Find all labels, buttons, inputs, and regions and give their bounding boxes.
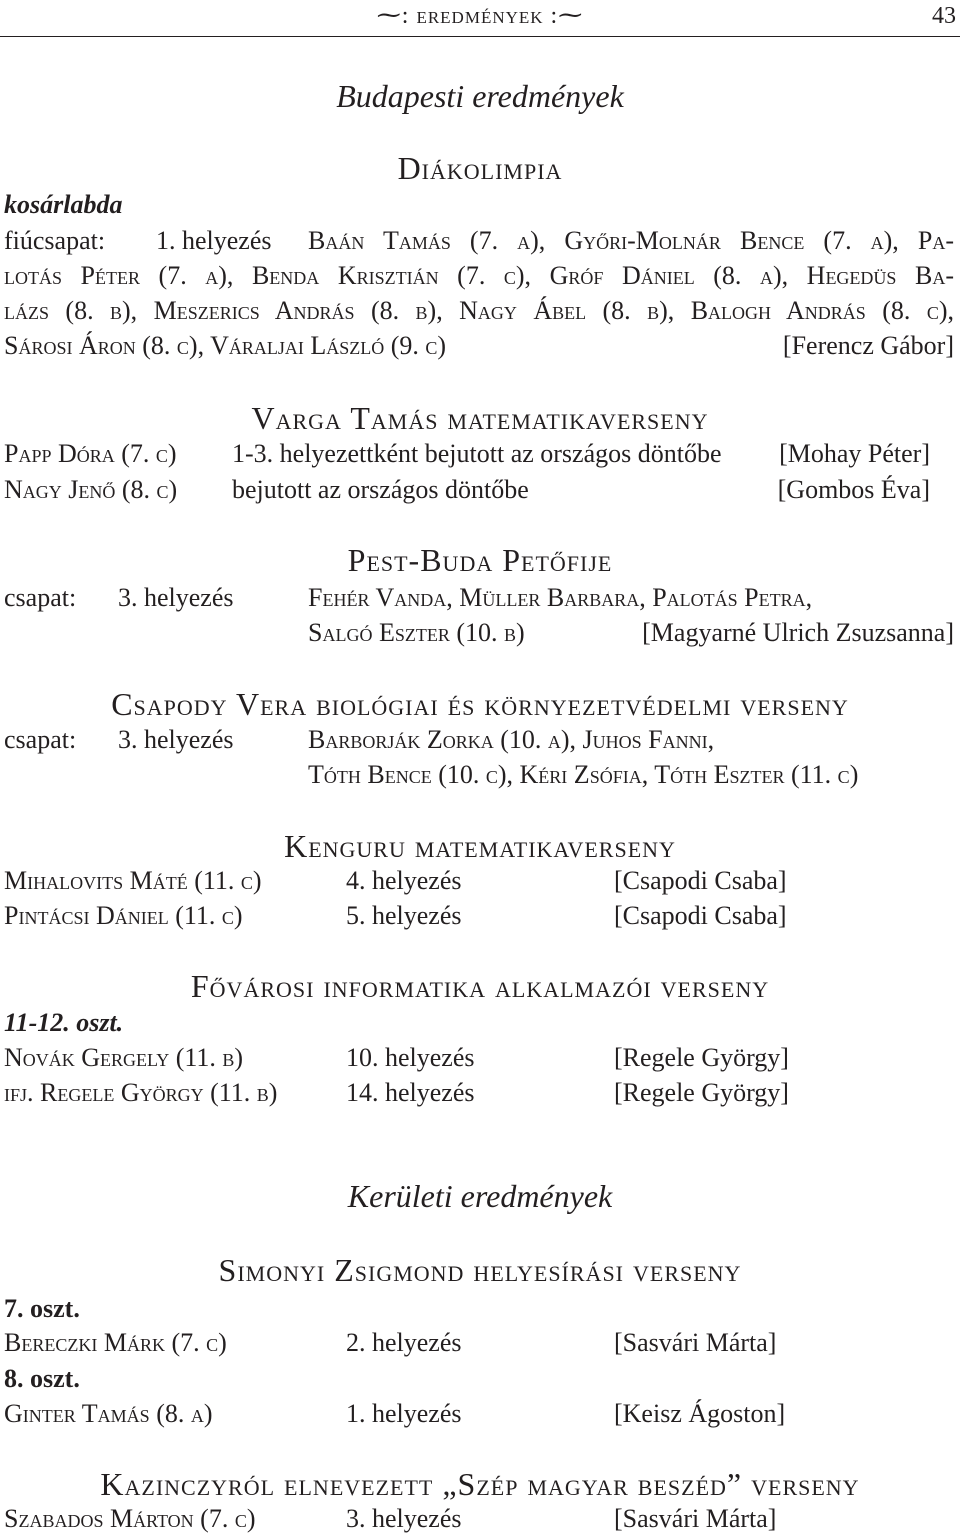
grade-label: 11-12. oszt.	[4, 1008, 124, 1037]
competition-title-simonyi: Simonyi Zsigmond helyesírási verseny	[218, 1252, 742, 1288]
team-place: 1. helyezés	[156, 226, 272, 255]
header-rule	[0, 36, 960, 37]
team-members-line-4: Sárosi Áron (8. c), Váraljai László (9. c)	[4, 331, 447, 360]
competition-title-kenguru: Kenguru matematikaverseny	[284, 828, 676, 864]
team-members-line-2: Salgó Eszter (10. b)	[308, 618, 525, 647]
competition-title-diakolimpia: Diákolimpia	[397, 150, 563, 186]
section-title-kerulet: Kerületi eredmények	[347, 1178, 613, 1214]
team-members-line-1: Baán Tamás (7. a), Győri-Molnár Bence (7. a), Pa-	[308, 226, 954, 255]
running-header: ⁓: eredmények :⁓	[376, 3, 584, 29]
student-name: Mihalovits Máté (11. c)	[4, 866, 262, 895]
competition-title-kazinczy: Kazinczyról elnevezett „Szép magyar beszéd” verseny	[100, 1466, 860, 1502]
team-place: 3. helyezés	[118, 583, 234, 612]
student-name: Novák Gergely (11. b)	[4, 1043, 244, 1072]
team-members-line-1: Barborják Zorka (10. a), Juhos Fanni,	[308, 725, 715, 754]
team-label: fiúcsapat:	[4, 226, 106, 255]
student-name: Papp Dóra (7. c)	[4, 439, 177, 468]
sport-label: kosárlabda	[4, 190, 123, 219]
student-name: Pintácsi Dániel (11. c)	[4, 901, 243, 930]
section-title-budapest: Budapesti eredmények	[336, 78, 624, 114]
teacher-name: [Regele György]	[614, 1078, 789, 1107]
page-number: 43	[932, 3, 956, 29]
place-text: 10. helyezés	[346, 1043, 475, 1072]
team-members-line-3: lázs (8. b), Meszerics András (8. b), Nagy Ábel (8. b), Balogh András (8. c),	[4, 296, 954, 325]
student-name: Ginter Tamás (8. a)	[4, 1399, 213, 1428]
team-members-line-2: Tóth Bence (10. c), Kéri Zsófia, Tóth Eszter (11. c)	[308, 760, 859, 789]
result-text: 1-3. helyezettként bejutott az országos döntőbe	[232, 439, 722, 468]
student-name: Bereczki Márk (7. c)	[4, 1328, 227, 1357]
student-name: Nagy Jenő (8. c)	[4, 475, 178, 504]
teacher-name: [Mohay Péter]	[779, 439, 930, 468]
competition-title-fovarosi: Fővárosi informatika alkalmazói verseny	[190, 968, 770, 1004]
teacher-name: [Sasvári Márta]	[614, 1504, 777, 1533]
place-text: 2. helyezés	[346, 1328, 462, 1357]
team-place: 3. helyezés	[118, 725, 234, 754]
grade-label: 7. oszt.	[4, 1294, 80, 1323]
teacher-name: [Ferencz Gábor]	[782, 331, 954, 360]
result-text: bejutott az országos döntőbe	[232, 475, 529, 504]
team-members-line-1: Fehér Vanda, Müller Barbara, Palotás Petra,	[308, 583, 813, 612]
team-label: csapat:	[4, 725, 77, 754]
place-text: 14. helyezés	[346, 1078, 475, 1107]
place-text: 5. helyezés	[346, 901, 462, 930]
student-name: ifj. Regele György (11. b)	[4, 1078, 278, 1107]
teacher-name: [Regele György]	[614, 1043, 789, 1072]
teacher-name: [Sasvári Márta]	[614, 1328, 777, 1357]
competition-title-pestbuda: Pest-Buda Petőfije	[347, 542, 613, 578]
team-members-line-2: lotás Péter (7. a), Benda Krisztián (7. c), Gróf Dániel (8. a), Hegedüs Ba-	[4, 261, 954, 290]
place-text: 3. helyezés	[346, 1504, 462, 1533]
competition-title-csapody: Csapody Vera biológiai és környezetvédelmi verseny	[111, 686, 849, 722]
teacher-name: [Magyarné Ulrich Zsuzsanna]	[642, 618, 954, 647]
team-label: csapat:	[4, 583, 77, 612]
teacher-name: [Gombos Éva]	[777, 475, 930, 504]
place-text: 1. helyezés	[346, 1399, 462, 1428]
competition-title-varga: Varga Tamás matematikaverseny	[251, 400, 709, 436]
place-text: 4. helyezés	[346, 866, 462, 895]
teacher-name: [Csapodi Csaba]	[614, 901, 787, 930]
teacher-name: [Csapodi Csaba]	[614, 866, 787, 895]
student-name: Szabados Márton (7. c)	[4, 1504, 256, 1533]
grade-label: 8. oszt.	[4, 1364, 80, 1393]
teacher-name: [Keisz Ágoston]	[614, 1399, 786, 1428]
